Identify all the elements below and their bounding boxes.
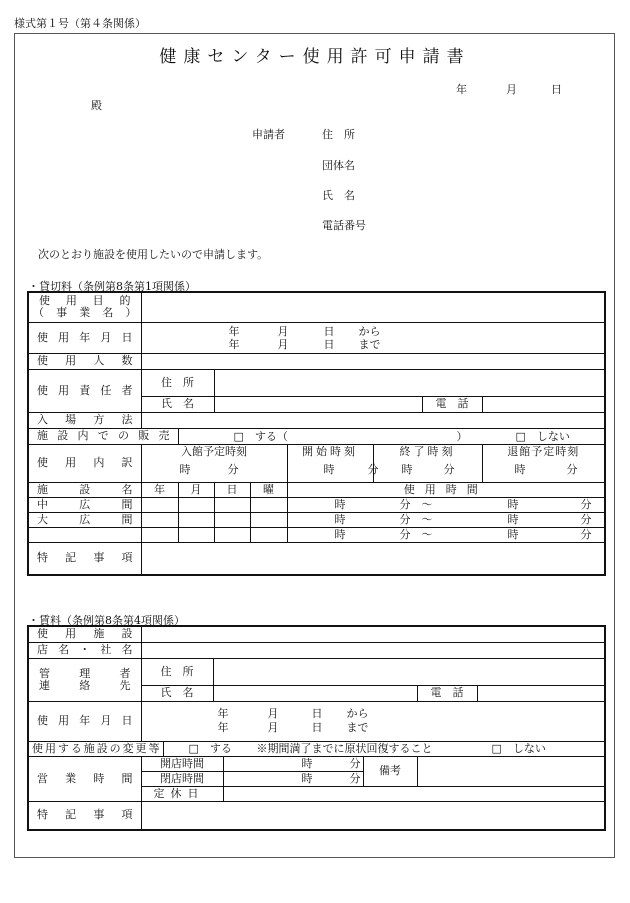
purpose-label-2: （事業名） [33,306,137,320]
room-cell[interactable] [214,512,250,527]
entry-time[interactable] [141,444,287,482]
resp-phone-value[interactable] [482,396,605,412]
purpose-label-1: 使用目的 [39,294,131,308]
end-time[interactable] [373,444,482,482]
room-time[interactable] [287,497,605,512]
col-weekday: 曜 [250,482,287,497]
applicant-group: 団体名 [322,159,355,172]
mgr-name-label: 氏 名 [141,685,213,701]
start-min: 分 [367,463,379,476]
start-hour: 時 [323,463,335,476]
count-label: 使用人数 [28,353,141,369]
remarks2-label: 特記事項 [28,801,141,830]
resp-address-label: 住 所 [141,369,214,396]
use-date-value[interactable] [141,322,605,353]
use-date2-value[interactable] [141,701,605,741]
form-number: 様式第１号（第４条関係） [14,17,146,30]
room-cell[interactable] [141,497,178,512]
d1-d: 日 [323,324,335,338]
mgr-phone-label: 電 話 [417,685,477,701]
rt-hour2: 時 [507,527,519,541]
mgr-phone-value[interactable] [477,685,605,701]
open-hour: 時 [301,756,313,770]
end-head: 終了時刻 [399,445,456,458]
date-month: 月 [506,83,517,96]
room-name[interactable] [28,527,141,542]
resp-address-value[interactable] [214,369,605,396]
room-cell[interactable] [250,527,287,542]
rent-table [27,625,606,831]
table-row [28,497,605,512]
d2-m: 月 [277,337,289,351]
d2-d: 日 [323,337,335,351]
d2-y: 年 [228,337,240,351]
e2-d: 日 [311,721,323,734]
biz-hours-label: 営業時間 [28,756,141,801]
remarks-value[interactable] [141,542,605,575]
change-no[interactable]: □ しない [491,741,546,755]
rt-tilde: 分 ～ [399,527,433,541]
close-min: 分 [349,771,361,785]
open-min: 分 [349,756,361,770]
room-cell[interactable] [178,512,214,527]
rt-hour2: 時 [507,497,519,511]
exit-time[interactable] [482,444,605,482]
facility-used-value[interactable] [141,626,605,642]
biko-label: 備考 [363,756,417,786]
e2-y: 年 [217,721,229,734]
exit-head: 退館予定時刻 [507,445,580,458]
table-row [28,527,605,542]
d1-from: から [358,324,381,338]
manager-label [28,658,141,701]
sales-close: ） [456,429,468,443]
rt-min2: 分 [580,497,592,511]
method-label: 入場方法 [28,412,141,428]
e2-until: まで [346,721,369,734]
rt-tilde: 分 ～ [399,512,433,526]
room-cell[interactable] [250,512,287,527]
col-month: 月 [178,482,214,497]
open-label: 開店時間 [141,756,223,771]
rt-hour: 時 [334,512,346,526]
use-date2-label: 使用年月日 [28,701,141,741]
start-head: 開始時刻 [302,445,358,458]
remarks-label: 特記事項 [28,542,141,575]
room-time[interactable] [287,512,605,527]
room-cell[interactable] [178,497,214,512]
mgr-address-label: 住 所 [141,658,213,685]
room-time[interactable] [287,527,605,542]
resp-name-value[interactable] [214,396,422,412]
use-date-label: 使用年月日 [28,322,141,353]
mgr-address-value[interactable] [213,658,605,685]
room-cell[interactable] [141,527,178,542]
col-year: 年 [141,482,178,497]
entry-head: 入館予定時刻 [181,445,247,458]
change-yes[interactable]: □ する [188,741,232,755]
detail-label: 使用内訳 [28,444,141,482]
sales-no[interactable]: □ しない [515,429,570,443]
rt-hour: 時 [334,497,346,511]
d1-y: 年 [228,324,240,338]
end-hour: 時 [401,463,413,476]
close-label: 閉店時間 [141,771,223,786]
room-cell[interactable] [141,512,178,527]
purpose-value[interactable] [141,292,605,322]
e1-from: から [346,707,369,720]
room-cell[interactable] [214,527,250,542]
room-name: 中広間 [28,497,141,512]
holiday-label: 定休日 [141,786,223,801]
applicant-name: 氏 名 [322,189,355,202]
room-cell[interactable] [250,497,287,512]
change-value[interactable] [163,741,605,756]
purpose-label [28,292,141,322]
exit-min: 分 [566,463,578,476]
page-title: 健康センター使用許可申請書 [159,47,471,67]
end-min: 分 [443,463,455,476]
intro-text: 次のとおり施設を使用したいので申請します。 [38,248,269,261]
manager-label-1: 管理者 [39,666,131,680]
remarks2-value[interactable] [141,801,605,830]
e1-y: 年 [217,707,229,720]
open-value[interactable] [223,756,363,771]
facility-used-label: 使用施設 [28,626,141,642]
section2-heading: ・賃料（条例第8条第4項関係） [28,614,185,627]
resp-phone-label: 電 話 [422,396,482,412]
sales-label: 施設内での販売 [28,428,178,444]
method-value[interactable] [141,412,605,428]
close-value[interactable] [223,771,363,786]
facility-label: 施設名 [28,482,141,497]
date-day: 日 [551,83,562,96]
addressee: 殿 [91,99,102,112]
change-note: ※期間満了までに原状回復すること [256,741,433,755]
rental-table [27,291,606,576]
mgr-name-value[interactable] [213,685,417,701]
applicant-address: 住 所 [322,128,355,141]
count-value[interactable] [141,353,605,369]
entry-min: 分 [227,463,239,476]
room-name: 大広間 [28,512,141,527]
applicant-label: 申請者 [252,128,285,141]
usage-time-label: 使用時間 [287,482,605,497]
shop-value[interactable] [141,642,605,658]
room-cell[interactable] [214,497,250,512]
e1-d: 日 [311,707,323,720]
room-cell[interactable] [178,527,214,542]
manager-label-2: 連絡先 [39,678,131,692]
start-time[interactable] [287,444,379,482]
resp-name-label: 氏 名 [141,396,214,412]
entry-hour: 時 [179,463,191,476]
d2-until: まで [358,337,381,351]
biko-value[interactable] [417,756,605,786]
section1-heading: ・貸切料（条例第8条第1項関係） [28,280,196,293]
date-year: 年 [456,83,467,96]
d1-m: 月 [277,324,289,338]
rt-tilde: 分 ～ [399,497,433,511]
rt-hour: 時 [334,527,346,541]
rt-min2: 分 [580,512,592,526]
change-label: 使用する施設の変更等 [28,741,163,756]
col-day: 日 [214,482,250,497]
resp-label: 使用責任者 [28,369,141,412]
rt-min2: 分 [580,527,592,541]
close-hour: 時 [301,771,313,785]
exit-hour: 時 [514,463,526,476]
shop-label: 店名・社名 [28,642,141,658]
applicant-phone: 電話番号 [322,219,366,232]
table-row [28,512,605,527]
rt-hour2: 時 [507,512,519,526]
sales-yes[interactable]: □ する（ [233,429,288,443]
e1-m: 月 [267,707,279,720]
holiday-value[interactable] [223,786,605,801]
e2-m: 月 [267,721,279,734]
sales-value[interactable] [178,428,605,444]
